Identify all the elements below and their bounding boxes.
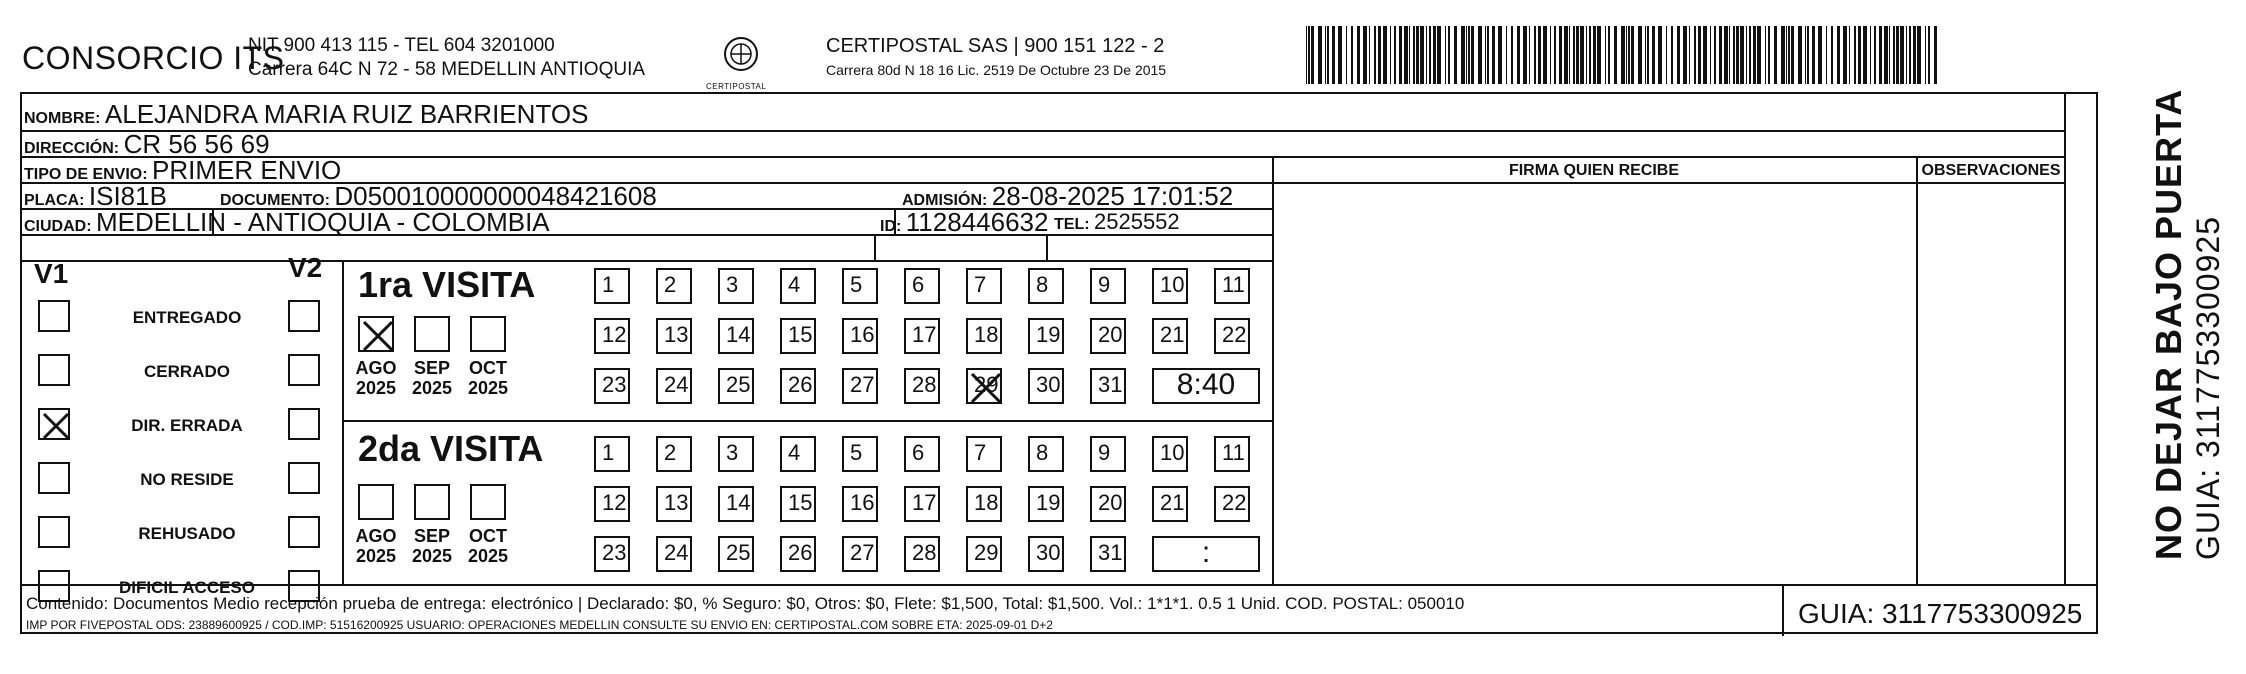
day-box[interactable]: 16 bbox=[842, 318, 878, 354]
day-box[interactable]: 7 bbox=[966, 268, 1002, 304]
barcode-bar bbox=[1698, 26, 1701, 84]
barcode-bar bbox=[1338, 26, 1342, 84]
barcode-bar bbox=[1554, 26, 1556, 84]
barcode-bar bbox=[1327, 26, 1329, 84]
day-box[interactable]: 18 bbox=[966, 486, 1002, 522]
barcode-bar bbox=[1593, 26, 1596, 84]
day-box[interactable]: 1 bbox=[594, 268, 630, 304]
v1-checkbox[interactable] bbox=[38, 354, 70, 386]
status-label: DIFICIL ACCESO bbox=[118, 578, 255, 597]
v1-checkbox[interactable] bbox=[38, 516, 70, 548]
barcode-bar bbox=[1631, 26, 1634, 84]
barcode-bar bbox=[1925, 26, 1926, 84]
barcode-bar bbox=[1781, 26, 1785, 84]
barcode-bar bbox=[1812, 26, 1815, 84]
visit-time-box[interactable]: : bbox=[1152, 536, 1260, 572]
day-box[interactable]: 17 bbox=[904, 318, 940, 354]
barcode-bar bbox=[1719, 26, 1722, 84]
day-box[interactable]: 7 bbox=[966, 436, 1002, 472]
day-box[interactable]: 19 bbox=[1028, 318, 1064, 354]
barcode-bar bbox=[1383, 26, 1387, 84]
day-box[interactable]: 21 bbox=[1152, 486, 1188, 522]
barcode-bar bbox=[1900, 26, 1904, 84]
barcode-bar bbox=[1399, 26, 1402, 84]
barcode-bar bbox=[1325, 26, 1326, 84]
month-label bbox=[346, 358, 406, 398]
status-label: NO RESIDE bbox=[140, 470, 234, 489]
guide-form bbox=[20, 92, 2098, 634]
recipient-address: CR 56 56 69 bbox=[123, 129, 270, 159]
month-name: OCT bbox=[469, 358, 507, 378]
day-box[interactable]: 11 bbox=[1214, 268, 1250, 304]
day-box[interactable]: 3 bbox=[718, 436, 754, 472]
print-details: IMP POR FIVEPOSTAL ODS: 23889600925 / COD.IMP: 51516200925 USUARIO: OPERACIONES MEDELLIN CONSULTE SU ENVIO EN: CERTIPOSTAL.COM SOBRE ETA: 2025-09-01 D+2 bbox=[26, 618, 1053, 632]
barcode-bar bbox=[1928, 26, 1930, 84]
barcode-bar bbox=[1843, 26, 1847, 84]
barcode-bar bbox=[1714, 26, 1716, 84]
barcode-bar bbox=[1638, 26, 1642, 84]
barcode-bar bbox=[1485, 26, 1486, 84]
barcode-bar bbox=[1614, 26, 1617, 84]
month-name: SEP bbox=[413, 358, 451, 378]
second-visit-title: 2da VISITA bbox=[358, 428, 544, 469]
day-box[interactable]: 20 bbox=[1090, 486, 1126, 522]
day-box[interactable]: 16 bbox=[842, 486, 878, 522]
city-label: CIUDAD: bbox=[24, 218, 92, 235]
month-checkbox[interactable] bbox=[358, 484, 394, 520]
month-label bbox=[458, 358, 518, 398]
day-box[interactable]: 4 bbox=[780, 268, 816, 304]
day-box[interactable]: 19 bbox=[1028, 486, 1064, 522]
barcode-bar bbox=[1413, 26, 1415, 84]
barcode-bar bbox=[1858, 26, 1861, 84]
barcode-bar bbox=[1934, 26, 1937, 84]
phone-field bbox=[1054, 208, 1180, 239]
month-year: 2025 bbox=[355, 546, 397, 566]
day-box[interactable]: 29 bbox=[966, 368, 1002, 404]
day-box[interactable]: 25 bbox=[718, 368, 754, 404]
barcode-bar bbox=[1837, 26, 1840, 84]
barcode-bar bbox=[1363, 26, 1367, 84]
day-box[interactable]: 10 bbox=[1152, 268, 1188, 304]
barcode-bar bbox=[1683, 26, 1687, 84]
day-box[interactable]: 24 bbox=[656, 368, 692, 404]
barcode-bar bbox=[1311, 26, 1314, 84]
barcode-bar bbox=[1357, 26, 1360, 84]
barcode-bar bbox=[1805, 26, 1806, 84]
barcode-bar bbox=[1390, 26, 1391, 84]
barcode-bar bbox=[1788, 26, 1790, 84]
barcode-bar bbox=[1404, 26, 1408, 84]
day-box[interactable]: 12 bbox=[594, 486, 630, 522]
barcode-bar bbox=[1416, 26, 1419, 84]
barcode-bar bbox=[1917, 26, 1921, 84]
city-field bbox=[24, 208, 550, 241]
barcode-bar bbox=[1896, 26, 1899, 84]
company-address bbox=[248, 34, 645, 82]
barcode-bar bbox=[1378, 26, 1381, 84]
document-label: DOCUMENTO: bbox=[220, 192, 330, 209]
day-box[interactable]: 15 bbox=[780, 318, 816, 354]
barcode-bar bbox=[1478, 26, 1482, 84]
admission-datetime: 28-08-2025 17:01:52 bbox=[991, 181, 1234, 211]
phone-value: 2525552 bbox=[1094, 209, 1180, 234]
recipient-name: ALEJANDRA MARIA RUIZ BARRIENTOS bbox=[104, 99, 589, 129]
barcode-bar bbox=[1645, 26, 1646, 84]
day-box[interactable]: 31 bbox=[1090, 536, 1126, 572]
side-notice bbox=[2148, 89, 2227, 560]
barcode-bar bbox=[1550, 26, 1551, 84]
barcode-bar bbox=[1913, 26, 1916, 84]
barcode-bar bbox=[1605, 26, 1606, 84]
day-box[interactable]: 26 bbox=[780, 536, 816, 572]
barcode-bar bbox=[1576, 26, 1579, 84]
barcode-bar bbox=[1445, 26, 1446, 84]
day-box[interactable]: 12 bbox=[594, 318, 630, 354]
month-label bbox=[402, 526, 462, 566]
barcode-bar bbox=[1511, 26, 1513, 84]
barcode-bar bbox=[1608, 26, 1610, 84]
barcode-bar bbox=[1534, 26, 1536, 84]
day-box[interactable]: 1 bbox=[594, 436, 630, 472]
day-box[interactable]: 27 bbox=[842, 536, 878, 572]
month-checkbox[interactable] bbox=[358, 316, 394, 352]
day-box[interactable]: 13 bbox=[656, 318, 692, 354]
id-field bbox=[880, 208, 1048, 241]
barcode-bar bbox=[1906, 26, 1907, 84]
barcode-bar bbox=[1506, 26, 1507, 84]
barcode-bar bbox=[1498, 26, 1502, 84]
document-number: D050010000000048421608 bbox=[334, 181, 657, 211]
barcode-bar bbox=[1448, 26, 1450, 84]
barcode-bar bbox=[1569, 26, 1570, 84]
day-box[interactable]: 14 bbox=[718, 318, 754, 354]
id-label: ID: bbox=[880, 218, 902, 235]
day-box[interactable]: 3 bbox=[718, 268, 754, 304]
barcode-bar bbox=[1694, 26, 1696, 84]
day-box[interactable]: 23 bbox=[594, 368, 630, 404]
barcode-bar bbox=[1628, 26, 1630, 84]
day-box[interactable]: 27 bbox=[842, 368, 878, 404]
day-box[interactable]: 31 bbox=[1090, 368, 1126, 404]
day-box[interactable]: 30 bbox=[1028, 536, 1064, 572]
address-label: DIRECCIÓN: bbox=[24, 140, 120, 157]
barcode-bar bbox=[1394, 26, 1396, 84]
barcode-bar bbox=[1724, 26, 1728, 84]
guide-number: GUIA: 3117753300925 bbox=[1798, 598, 2083, 629]
barcode-bar bbox=[1487, 26, 1489, 84]
barcode-bar bbox=[1909, 26, 1911, 84]
barcode-bar bbox=[1740, 26, 1744, 84]
barcode-bar bbox=[1351, 26, 1353, 84]
barcode-bar bbox=[1308, 26, 1310, 84]
month-name: OCT bbox=[469, 526, 507, 546]
plate-label: PLACA: bbox=[24, 192, 85, 209]
barcode-bar bbox=[1621, 26, 1625, 84]
first-visit-title: 1ra VISITA bbox=[358, 264, 536, 305]
day-box[interactable]: 28 bbox=[904, 536, 940, 572]
month-checkbox[interactable] bbox=[414, 316, 450, 352]
day-box[interactable]: 30 bbox=[1028, 368, 1064, 404]
barcode-bar bbox=[1586, 26, 1587, 84]
barcode-bar bbox=[1559, 26, 1562, 84]
barcode-bar bbox=[1597, 26, 1601, 84]
barcode-bar bbox=[1374, 26, 1376, 84]
barcode-bar bbox=[1874, 26, 1876, 84]
content-details: Contenido: Documentos Medio recepción prueba de entrega: electrónico | Declarado: $0, % Seguro: $0, Otros: $0, Flete: $1,500, Total: $1,500. Vol.: 1*1*1. 0.5 1 Unid. COD. POSTAL: 050010 bbox=[26, 594, 1465, 613]
barcode-bar bbox=[1753, 26, 1756, 84]
signature-column-header: FIRMA QUIEN RECIBE bbox=[1508, 162, 1680, 179]
status-label: ENTREGADO bbox=[132, 308, 242, 327]
barcode-bar bbox=[1831, 26, 1833, 84]
barcode-bar bbox=[1429, 26, 1431, 84]
barcode-bar bbox=[1471, 26, 1474, 84]
barcode-bar bbox=[1889, 26, 1890, 84]
day-box[interactable]: 21 bbox=[1152, 318, 1188, 354]
month-checkbox[interactable] bbox=[470, 484, 506, 520]
barcode-bar bbox=[1529, 26, 1530, 84]
barcode-bar bbox=[1426, 26, 1427, 84]
barcode-bar bbox=[1564, 26, 1568, 84]
barcode-bar bbox=[1420, 26, 1424, 84]
barcode-bar bbox=[1677, 26, 1680, 84]
barcode-bar bbox=[1863, 26, 1867, 84]
barcode-bar bbox=[1647, 26, 1649, 84]
barcode-bar bbox=[1791, 26, 1794, 84]
month-checkbox[interactable] bbox=[470, 316, 506, 352]
month-label bbox=[402, 358, 462, 398]
day-box[interactable]: 26 bbox=[780, 368, 816, 404]
barcode-bar bbox=[1346, 26, 1347, 84]
day-box[interactable]: 6 bbox=[904, 436, 940, 472]
day-box[interactable]: 17 bbox=[904, 486, 940, 522]
phone-label: TEL: bbox=[1054, 216, 1090, 233]
barcode-bar bbox=[1870, 26, 1871, 84]
v2-checkbox[interactable] bbox=[288, 516, 320, 548]
barcode-bar bbox=[1626, 26, 1627, 84]
courier-info bbox=[826, 34, 1166, 82]
month-name: AGO bbox=[355, 358, 397, 378]
day-box[interactable]: 22 bbox=[1214, 318, 1250, 354]
day-box[interactable]: 29 bbox=[966, 536, 1002, 572]
plate-value: ISI81B bbox=[88, 181, 167, 211]
month-label bbox=[458, 526, 518, 566]
barcode-bar bbox=[1538, 26, 1541, 84]
month-year: 2025 bbox=[467, 378, 509, 398]
day-box[interactable]: 14 bbox=[718, 486, 754, 522]
barcode-bar bbox=[1736, 26, 1739, 84]
v1-checkbox[interactable] bbox=[38, 300, 70, 332]
day-box[interactable]: 10 bbox=[1152, 436, 1188, 472]
day-box[interactable]: 8 bbox=[1028, 436, 1064, 472]
barcode-bar bbox=[1818, 26, 1822, 84]
company-name: CONSORCIO ITS bbox=[22, 40, 285, 76]
day-box[interactable]: 18 bbox=[966, 318, 1002, 354]
barcode-bar bbox=[1703, 26, 1707, 84]
shipment-type-label: TIPO DE ENVIO: bbox=[24, 166, 148, 183]
barcode-bar bbox=[1332, 26, 1335, 84]
day-box[interactable]: 8 bbox=[1028, 268, 1064, 304]
recipient-name-field bbox=[24, 100, 588, 133]
month-checkbox[interactable] bbox=[414, 484, 450, 520]
barcode-bar bbox=[1454, 26, 1457, 84]
barcode-bar bbox=[1589, 26, 1591, 84]
barcode-bar bbox=[1798, 26, 1802, 84]
v2-header: V2 bbox=[288, 252, 323, 283]
seal-caption: CERTIPOSTAL bbox=[706, 82, 767, 91]
day-box[interactable]: 2 bbox=[656, 436, 692, 472]
day-box[interactable]: 13 bbox=[656, 486, 692, 522]
barcode-bar bbox=[1433, 26, 1436, 84]
month-label bbox=[346, 526, 406, 566]
barcode-bar bbox=[1774, 26, 1777, 84]
barcode-bar bbox=[1658, 26, 1662, 84]
barcode-bar bbox=[1733, 26, 1735, 84]
barcode-bar bbox=[1729, 26, 1730, 84]
status-label: REHUSADO bbox=[138, 524, 236, 543]
shipment-type: PRIMER ENVIO bbox=[152, 155, 342, 185]
v1-header: V1 bbox=[34, 258, 69, 289]
barcode-bar bbox=[1749, 26, 1751, 84]
barcode-bar bbox=[1884, 26, 1888, 84]
month-year: 2025 bbox=[467, 546, 509, 566]
barcode-bar bbox=[1543, 26, 1547, 84]
barcode-bar bbox=[1879, 26, 1882, 84]
barcode-bar bbox=[1666, 26, 1667, 84]
month-name: AGO bbox=[355, 526, 397, 546]
side-guide-number: GUIA: 3117753300925 bbox=[2190, 216, 2226, 560]
v2-checkbox[interactable] bbox=[288, 408, 320, 440]
month-name: SEP bbox=[413, 526, 451, 546]
month-year: 2025 bbox=[355, 378, 397, 398]
certipostal-seal-icon bbox=[716, 32, 766, 82]
barcode-bar bbox=[1854, 26, 1856, 84]
day-box[interactable]: 22 bbox=[1214, 486, 1250, 522]
address-line: Carrera 64C N 72 - 58 MEDELLIN ANTIOQUIA bbox=[248, 59, 646, 80]
barcode-bar bbox=[1492, 26, 1495, 84]
barcode-bar bbox=[1573, 26, 1575, 84]
observations-column-header: OBSERVACIONES bbox=[1921, 162, 2061, 179]
v1-checkbox[interactable] bbox=[38, 408, 70, 440]
status-label: DIR. ERRADA bbox=[131, 416, 243, 435]
visit-time-box[interactable]: 8:40 bbox=[1152, 368, 1260, 404]
barcode-bar bbox=[1807, 26, 1809, 84]
day-box[interactable]: 9 bbox=[1090, 436, 1126, 472]
courier-line2: Carrera 80d N 18 16 Lic. 2519 De Octubre 23 De 2015 bbox=[826, 62, 1167, 78]
barcode-bar bbox=[1652, 26, 1655, 84]
barcode-bar bbox=[1461, 26, 1465, 84]
recipient-name-label: NOMBRE: bbox=[24, 110, 101, 127]
courier-line1: CERTIPOSTAL SAS | 900 151 122 - 2 bbox=[826, 35, 1165, 57]
barcode-bar bbox=[1306, 26, 1307, 84]
day-box[interactable]: 25 bbox=[718, 536, 754, 572]
no-under-door-notice: NO DEJAR BAJO PUERTA bbox=[2148, 88, 2189, 560]
barcode-bar bbox=[1746, 26, 1747, 84]
barcode-bar bbox=[1671, 26, 1673, 84]
barcode-bar bbox=[1517, 26, 1520, 84]
admission-label: ADMISIÓN: bbox=[902, 192, 988, 209]
nit-line: NIT 900 413 115 - TEL 604 3201000 bbox=[248, 35, 555, 56]
day-box[interactable]: 6 bbox=[904, 268, 940, 304]
barcode-bar bbox=[1765, 26, 1766, 84]
day-box[interactable]: 5 bbox=[842, 436, 878, 472]
barcode-bar bbox=[1318, 26, 1322, 84]
v2-checkbox[interactable] bbox=[288, 462, 320, 494]
month-year: 2025 bbox=[411, 378, 453, 398]
day-box[interactable]: 15 bbox=[780, 486, 816, 522]
v2-checkbox[interactable] bbox=[288, 300, 320, 332]
day-box[interactable]: 28 bbox=[904, 368, 940, 404]
barcode-bar bbox=[1437, 26, 1441, 84]
barcode-bar bbox=[1710, 26, 1711, 84]
barcode-bar bbox=[1757, 26, 1761, 84]
v2-checkbox[interactable] bbox=[288, 354, 320, 386]
barcode-bar bbox=[1466, 26, 1467, 84]
day-box[interactable]: 11 bbox=[1214, 436, 1250, 472]
barcode-bar bbox=[1849, 26, 1850, 84]
barcode-bar bbox=[1523, 26, 1527, 84]
barcode-bar bbox=[1409, 26, 1410, 84]
city-value: MEDELLIN - ANTIOQUIA - COLOMBIA bbox=[96, 207, 550, 237]
day-box[interactable]: 20 bbox=[1090, 318, 1126, 354]
day-box[interactable]: 23 bbox=[594, 536, 630, 572]
barcode-bar bbox=[1786, 26, 1787, 84]
barcode-bar bbox=[1826, 26, 1827, 84]
day-box[interactable]: 24 bbox=[656, 536, 692, 572]
id-value: 1128446632 bbox=[905, 207, 1049, 237]
month-year: 2025 bbox=[411, 546, 453, 566]
barcode-bar bbox=[1689, 26, 1690, 84]
barcode-bar bbox=[1768, 26, 1770, 84]
day-box[interactable]: 4 bbox=[780, 436, 816, 472]
barcode-bar bbox=[1580, 26, 1584, 84]
barcode-icon bbox=[1306, 26, 1940, 84]
day-box[interactable]: 9 bbox=[1090, 268, 1126, 304]
day-box[interactable]: 5 bbox=[842, 268, 878, 304]
status-label: CERRADO bbox=[144, 362, 230, 381]
barcode-bar bbox=[1893, 26, 1895, 84]
barcode-bar bbox=[1468, 26, 1470, 84]
barcode-bar bbox=[1369, 26, 1370, 84]
v1-checkbox[interactable] bbox=[38, 462, 70, 494]
day-box[interactable]: 2 bbox=[656, 268, 692, 304]
